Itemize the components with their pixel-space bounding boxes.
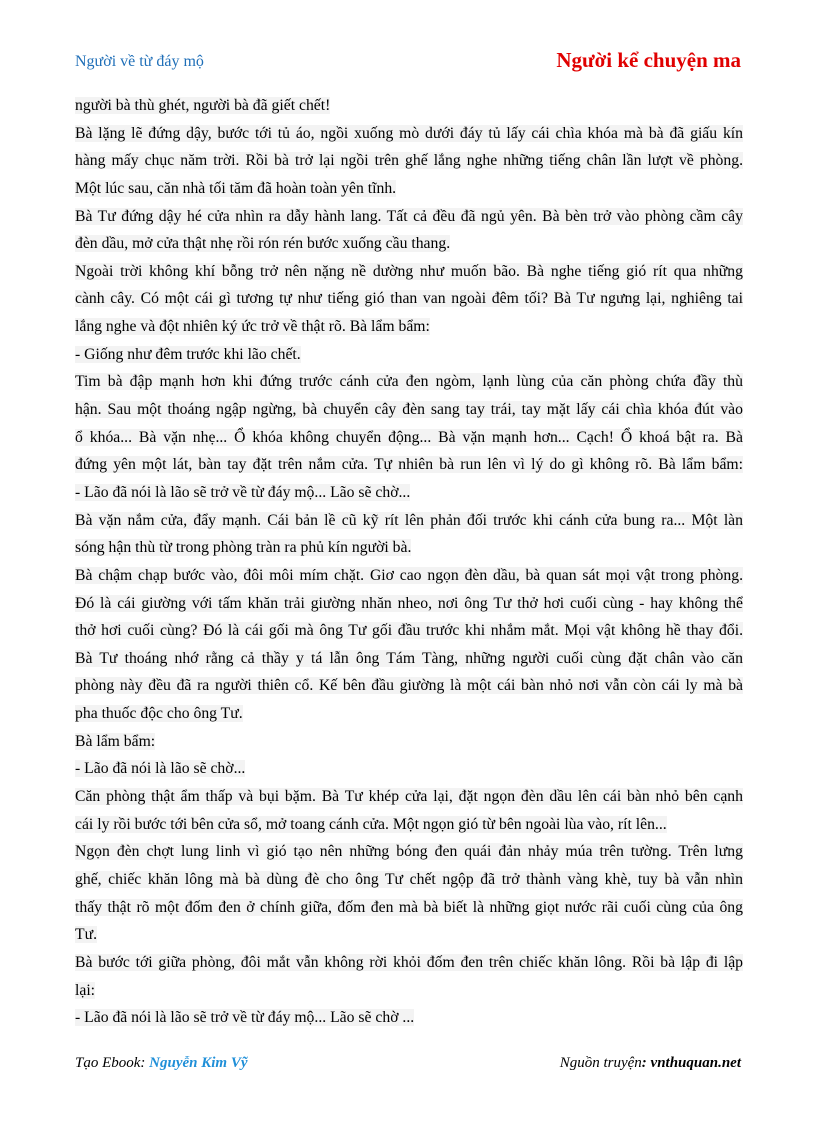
text-line-content: pha thuốc độc cho ông Tư. bbox=[75, 705, 243, 723]
text-line bbox=[75, 92, 743, 120]
text-line-content: Tư. bbox=[75, 926, 98, 944]
text-line bbox=[75, 838, 743, 866]
text-line-content: Bà lẩm bẩm: bbox=[75, 732, 156, 750]
text-line bbox=[75, 175, 743, 203]
text-line bbox=[75, 341, 743, 369]
text-line bbox=[75, 617, 743, 645]
source-site-name: vnthuquan.net bbox=[650, 1055, 741, 1071]
text-line-content: Bà lặng lẽ đứng dậy, bước tới tủ áo, ngồi xuống mò dưới đáy tủ lấy cái chìa khóa mà bà đã giấu kín bbox=[75, 124, 743, 142]
text-line bbox=[75, 590, 743, 618]
text-line bbox=[75, 811, 743, 839]
text-line-content: Đó là cái giường với tấm khăn trải giường nhăn nheo, nơi ông Tư thở hơi cuối cùng - hay không thể bbox=[75, 594, 743, 612]
page-header bbox=[75, 48, 741, 76]
text-line bbox=[75, 203, 743, 231]
text-line bbox=[75, 672, 743, 700]
text-line-content: thở hơi cuối cùng? Đó là cái gối mà ông Tư gối đầu trước khi nhắm mắt. Mọi vật không hề thay đổi. bbox=[75, 622, 743, 640]
text-line-content: Bà vặn nắm cửa, đẩy mạnh. Cái bản lề cũ kỹ rít lên phản đối trước khi cánh cửa bung ra... Một làn bbox=[75, 511, 743, 529]
text-line bbox=[75, 424, 743, 452]
text-line-content: Bà bước tới giữa phòng, đôi mắt vẫn không rời khỏi đốm đen trên chiếc khăn lông. Rồi bà lập đi lập bbox=[75, 953, 743, 971]
story-text bbox=[75, 92, 743, 1032]
text-line-content: thấy thật rõ một đốm đen ở chính giữa, đốm đen mà bà biết là những giọt nước rãi cuối cùng của ông bbox=[75, 898, 743, 916]
text-line bbox=[75, 507, 743, 535]
text-line-content: Ngoài trời không khí bỗng trở nên nặng nề dường như muốn bão. Bà nghe tiếng gió rít qua những bbox=[75, 262, 743, 280]
text-line bbox=[75, 230, 743, 258]
source-credit-label: Nguồn truyện bbox=[559, 1055, 642, 1071]
text-line-content: Tim bà đập mạnh hơn khi đứng trước cánh cửa đen ngòm, lạnh lùng của căn phòng chứa đầy thù bbox=[75, 373, 743, 391]
text-line-content: Bà Tư đứng dậy hé cửa nhìn ra dẫy hành lang. Tất cả đều đã ngủ yên. Bà bèn trở vào phòng cầm cây bbox=[75, 207, 743, 225]
ebook-creator-name: Nguyễn Kim Vỹ bbox=[149, 1055, 248, 1071]
text-line-content: người bà thù ghét, người bà đã giết chết! bbox=[75, 97, 331, 114]
text-line-content: - Lão đã nói là lão sẽ chờ... bbox=[75, 760, 246, 778]
text-line-content: Bà Tư thoáng nhớ rằng cả thầy y tá lẫn ông Tám Tàng, những người cuối cùng đặt chân vào căn bbox=[75, 649, 743, 667]
text-line bbox=[75, 285, 743, 313]
ebook-credit bbox=[75, 1055, 248, 1072]
text-line-content: - Giống như đêm trước khi lão chết. bbox=[75, 345, 301, 363]
text-line bbox=[75, 562, 743, 590]
text-line bbox=[75, 728, 743, 756]
source-credit-separator: : bbox=[641, 1055, 651, 1071]
text-line-content: ghế, chiếc khăn lông mà bà dùng đè cho ông Tư chết ngộp đã trở thành vàng khè, tuy bà vẫn nhìn bbox=[75, 870, 743, 888]
text-line bbox=[75, 783, 743, 811]
text-line-content: phòng này đều đã ra người thiên cổ. Kế bên đầu giường là một cái bàn nhỏ nơi vẫn còn cái ly mà bà bbox=[75, 677, 743, 695]
text-line-content: hận. Sau một thoáng ngập ngừng, bà chuyển cây đèn sang tay trái, tay mặt lấy cái chìa khóa đút vào bbox=[75, 401, 743, 419]
text-line bbox=[75, 120, 743, 148]
text-line bbox=[75, 258, 743, 286]
text-line-content: Bà chậm chạp bước vào, đôi môi mím chặt. Giơ cao ngọn đèn dầu, bà quan sát mọi vật trong phòng. bbox=[75, 566, 743, 584]
text-line bbox=[75, 921, 743, 949]
text-line-content: ổ khóa... Bà vặn nhẹ... Ổ khóa không chuyển động... Bà vặn mạnh hơn... Cạch! Ổ khoá bật ra. Bà bbox=[75, 428, 743, 446]
ebook-credit-label: Tạo Ebook bbox=[75, 1055, 141, 1071]
text-line bbox=[75, 1004, 743, 1032]
text-line-content: Ngọn đèn chợt lung linh vì gió tạo nên những bóng đen quái đản nhảy múa trên tường. Trên lưng bbox=[75, 843, 743, 861]
text-line bbox=[75, 645, 743, 673]
text-line bbox=[75, 755, 743, 783]
text-line bbox=[75, 700, 743, 728]
text-line-content: lắng nghe và đột nhiên ký ức trở về thật rõ. Bà lẩm bẩm: bbox=[75, 318, 430, 336]
book-title: Người về từ đáy mộ bbox=[75, 53, 204, 70]
text-line-content: - Lão đã nói là lão sẽ trở về từ đáy mộ... Lão sẽ chờ ... bbox=[75, 1009, 415, 1027]
text-line-content: cái ly rồi bước tới bên cửa sổ, mở toang cánh cửa. Một ngọn gió từ bên ngoài lùa vào, rít lên... bbox=[75, 815, 667, 833]
text-line bbox=[75, 368, 743, 396]
page-footer bbox=[75, 1055, 741, 1077]
text-line-content: sóng hận thù từ trong phòng tràn ra phủ kín người bà. bbox=[75, 539, 412, 557]
text-line bbox=[75, 894, 743, 922]
text-line bbox=[75, 479, 743, 507]
text-line-content: Một lúc sau, căn nhà tối tăm đã hoàn toàn yên tĩnh. bbox=[75, 179, 397, 197]
text-line-content: - Lão đã nói là lão sẽ trở về từ đáy mộ... Lão sẽ chờ... bbox=[75, 483, 411, 501]
text-line bbox=[75, 949, 743, 977]
text-line-content: đứng yên một lát, bàn tay đặt trên nắm cửa. Tự nhiên bà run lên vì lý do gì không rõ. Bà lẩm bẩm: bbox=[75, 456, 743, 474]
text-line bbox=[75, 866, 743, 894]
text-line bbox=[75, 534, 743, 562]
ebook-credit-separator: : bbox=[140, 1055, 150, 1071]
text-line-content: hàng mấy chục năm trời. Rồi bà trở lại ngồi trên ghế lắng nghe những tiếng chân lần lượt về phòng. bbox=[75, 152, 743, 170]
text-line-content: Căn phòng thật ẩm thấp và bụi bặm. Bà Tư khép cửa lại, đặt ngọn đèn dầu lên cái bàn nhỏ bên cạnh bbox=[75, 788, 743, 806]
text-line-content: cành cây. Có một cái gì tương tự như tiếng gió than van ngoài đêm tối? Bà Tư ngưng lại, nghiêng tai bbox=[75, 290, 743, 308]
text-line bbox=[75, 451, 743, 479]
text-line bbox=[75, 147, 743, 175]
text-line bbox=[75, 396, 743, 424]
series-title: Người kể chuyện ma bbox=[556, 48, 741, 72]
text-line bbox=[75, 313, 743, 341]
source-credit bbox=[560, 1055, 741, 1072]
text-line-content: đèn dầu, mở cửa thật nhẹ rồi rón rén bước xuống cầu thang. bbox=[75, 235, 451, 253]
text-line bbox=[75, 977, 743, 1005]
text-line-content: lại: bbox=[75, 981, 96, 999]
